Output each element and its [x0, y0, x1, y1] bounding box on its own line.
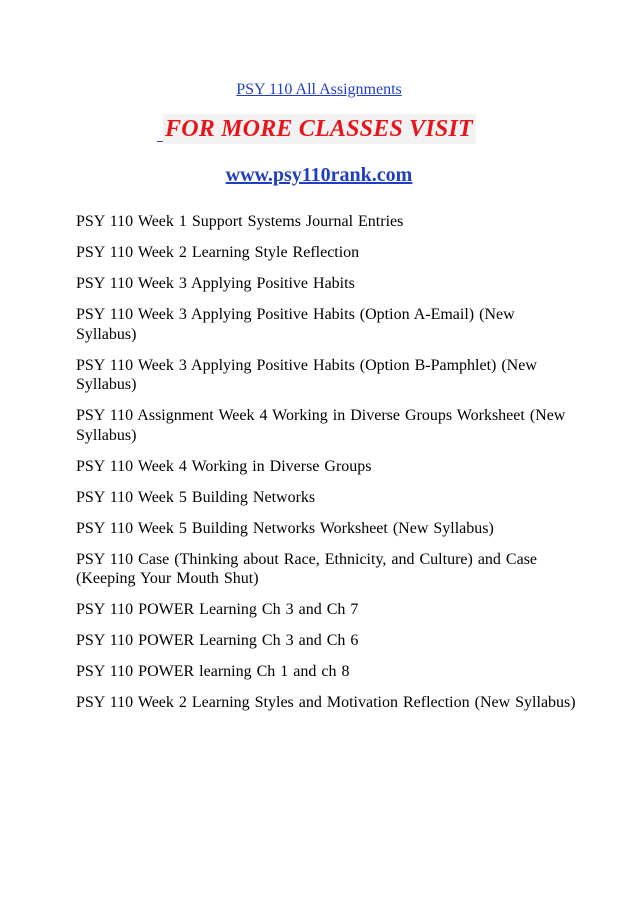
list-item: PSY 110 Week 1 Support Systems Journal Entries	[76, 213, 404, 230]
list-item: PSY 110 Week 3 Applying Positive Habits (Option B-Pamphlet) (New Syllabus)	[76, 356, 537, 393]
website-link[interactable]: www.psy110rank.com	[225, 164, 413, 186]
list-item: PSY 110 Week 3 Applying Positive Habits (Option A-Email) (New Syllabus)	[76, 306, 515, 343]
list-item: PSY 110 POWER Learning Ch 3 and Ch 6	[76, 632, 359, 649]
classes-banner	[157, 114, 476, 144]
list-item: PSY 110 Assignment Week 4 Working in Diverse Groups Worksheet (New Syllabus)	[76, 407, 566, 444]
list-item: PSY 110 Week 5 Building Networks Worksheet (New Syllabus)	[76, 519, 494, 537]
list-item: PSY 110 POWER learning Ch 1 and ch 8	[76, 663, 350, 680]
list-item: PSY 110 Week 2 Learning Style Reflection	[76, 244, 360, 261]
banner-text: FOR MORE CLASSES VISIT	[163, 114, 476, 144]
list-item: PSY 110 Week 3 Applying Positive Habits	[76, 275, 355, 292]
assignment-list	[76, 212, 576, 724]
list-item: PSY 110 Case (Thinking about Race, Ethnicity, and Culture) and Case (Keeping Your Mouth Shut)	[76, 550, 538, 587]
all-assignments-link[interactable]: PSY 110 All Assignments	[236, 81, 402, 98]
list-item: PSY 110 Week 2 Learning Styles and Motivation Reflection (New Syllabus)	[76, 694, 576, 711]
list-item: PSY 110 Week 4 Working in Diverse Groups	[76, 457, 372, 475]
list-item: PSY 110 POWER Learning Ch 3 and Ch 7	[76, 601, 359, 618]
list-item: PSY 110 Week 5 Building Networks	[76, 488, 316, 506]
